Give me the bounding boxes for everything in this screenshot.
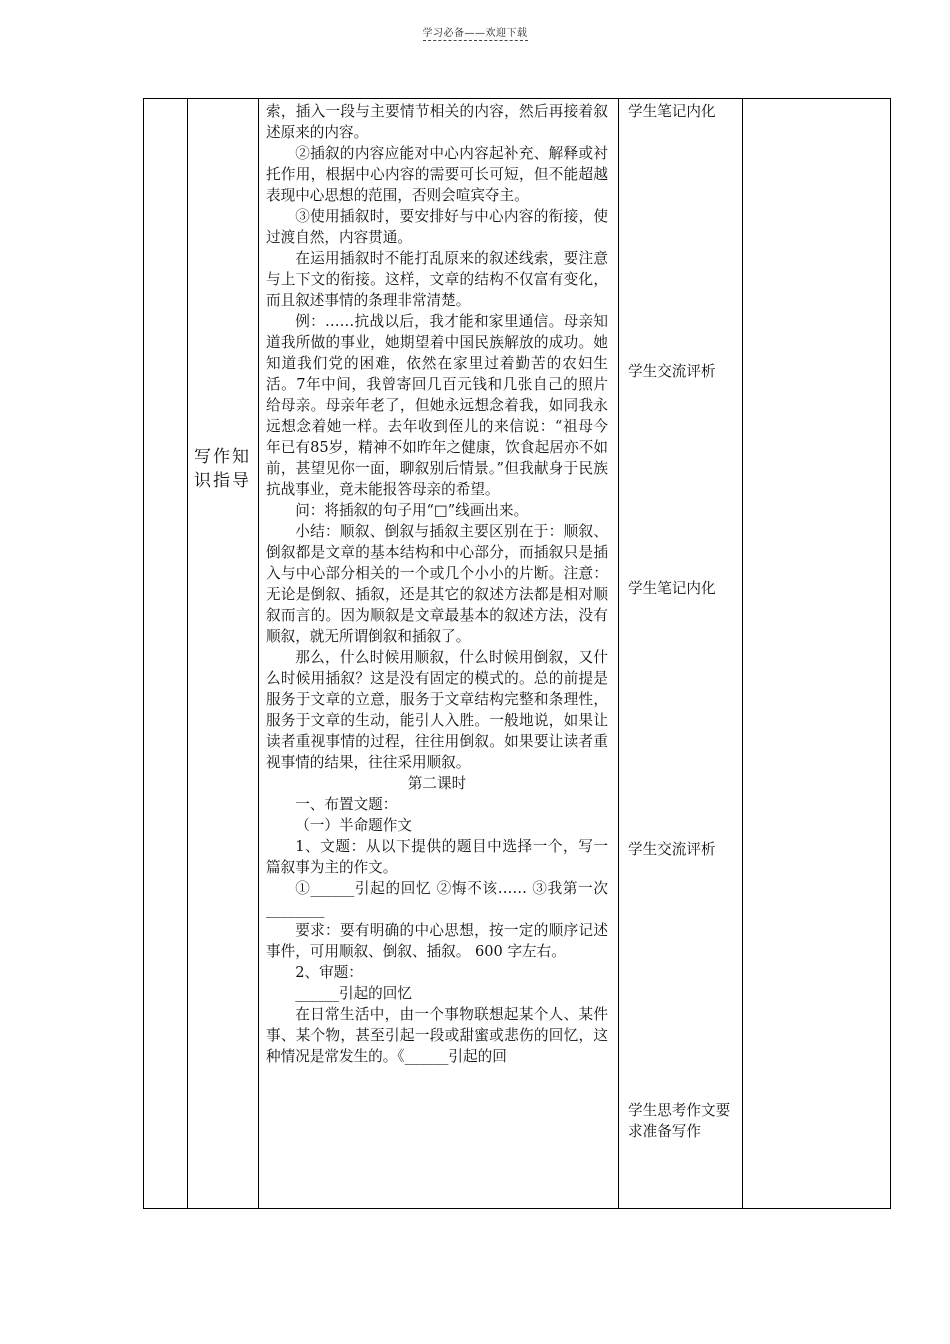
- page-header: [0, 24, 950, 39]
- student-activity: 学生交流评析: [628, 363, 716, 380]
- example-paragraph: 例：……抗战以后，我才能和家里通信。母亲知道我所做的事业，她期望着中国民族解放的成功。她知道我们党的困难，依然在家里过着勤苦的农妇生活。7年中间，我曾寄回几百元钱和几张自己的照片给母亲。母亲年老了，但她永远想念着我，如同我永远想念着她一样。去年收到侄儿的来信说：“祖母今年已有85岁，精神不如昨年之健康，饮食起居亦不如前，甚望见你一面，聊叙别后情景。”但我献身于民族抗战事业，竟未能报答母亲的希望。: [266, 313, 608, 498]
- paragraph: ______引起的回忆: [295, 985, 412, 1002]
- paragraph: 那么，什么时候用顺叙，什么时候用倒叙，又什么时候用插叙？这是没有固定的模式的。总的前提是服务于文章的立意，服务于文章结构完整和条理性，服务于文章的生动，能引人入胜。一般地说，如果让读者重视事情的过程，往往用倒叙。如果要让读者重视事情的结果，往往采用顺叙。: [266, 649, 608, 771]
- student-activity: 学生笔记内化: [628, 580, 716, 597]
- column-divider: [742, 99, 743, 1208]
- lesson-heading: 第二课时: [407, 775, 467, 792]
- student-activity: 学生笔记内化: [628, 103, 716, 120]
- section-label: 写作知识指导: [194, 447, 251, 491]
- paragraph: ③使用插叙时，要安排好与中心内容的衔接，使过渡自然，内容贯通。: [266, 208, 608, 246]
- teaching-content: [266, 101, 608, 1067]
- column-divider: [258, 99, 259, 1208]
- summary-paragraph: 小结：顺叙、倒叙与插叙主要区别在于：顺叙、倒叙都是文章的基本结构和中心部分，而插叙只是插入与中心部分相关的一个或几个小小的片断。注意：无论是倒叙、插叙，还是其它的叙述方法都是相对顺叙而言的。因为顺叙是文章最基本的叙述方法，没有顺叙，就无所谓倒叙和插叙了。: [266, 523, 608, 645]
- lesson-table: [143, 98, 891, 1209]
- column-divider: [618, 99, 619, 1208]
- paragraph: ①______引起的回忆 ②悔不该…… ③我第一次________: [266, 880, 608, 918]
- paragraph: 一、布置文题：: [295, 796, 398, 813]
- paragraph: 索，插入一段与主要情节相关的内容，然后再接着叙述原来的内容。: [266, 103, 608, 141]
- header-text: 学习必备——欢迎下载: [422, 28, 528, 39]
- column-divider: [187, 99, 188, 1208]
- paragraph: 要求：要有明确的中心思想，按一定的顺序记述事件，可用顺叙、倒叙、插叙。 600 字左右。: [266, 922, 608, 960]
- paragraph: ②插叙的内容应能对中心内容起补充、解释或衬托作用，根据中心内容的需要可长可短，但不能超越表现中心思想的范围，否则会喧宾夺主。: [266, 145, 608, 204]
- paragraph: 2、审题：: [295, 964, 363, 981]
- student-activity: 学生思考作文要求准备写作: [628, 1102, 731, 1140]
- question: 问：将插叙的句子用“□”线画出来。: [295, 502, 529, 519]
- paragraph: 在运用插叙时不能打乱原来的叙述线索，要注意与上下文的衔接。这样，文章的结构不仅富有变化，而且叙述事情的条理非常清楚。: [266, 250, 608, 309]
- paragraph: 在日常生活中，由一个事物联想起某个人、某件事、某个物，甚至引起一段或甜蜜或悲伤的回忆，这种情况是常发生的。《______引起的回: [266, 1006, 608, 1065]
- paragraph: 1、文题：从以下提供的题目中选择一个，写一篇叙事为主的作文。: [266, 838, 608, 876]
- paragraph: （一）半命题作文: [295, 817, 412, 834]
- student-activity: 学生交流评析: [628, 841, 716, 858]
